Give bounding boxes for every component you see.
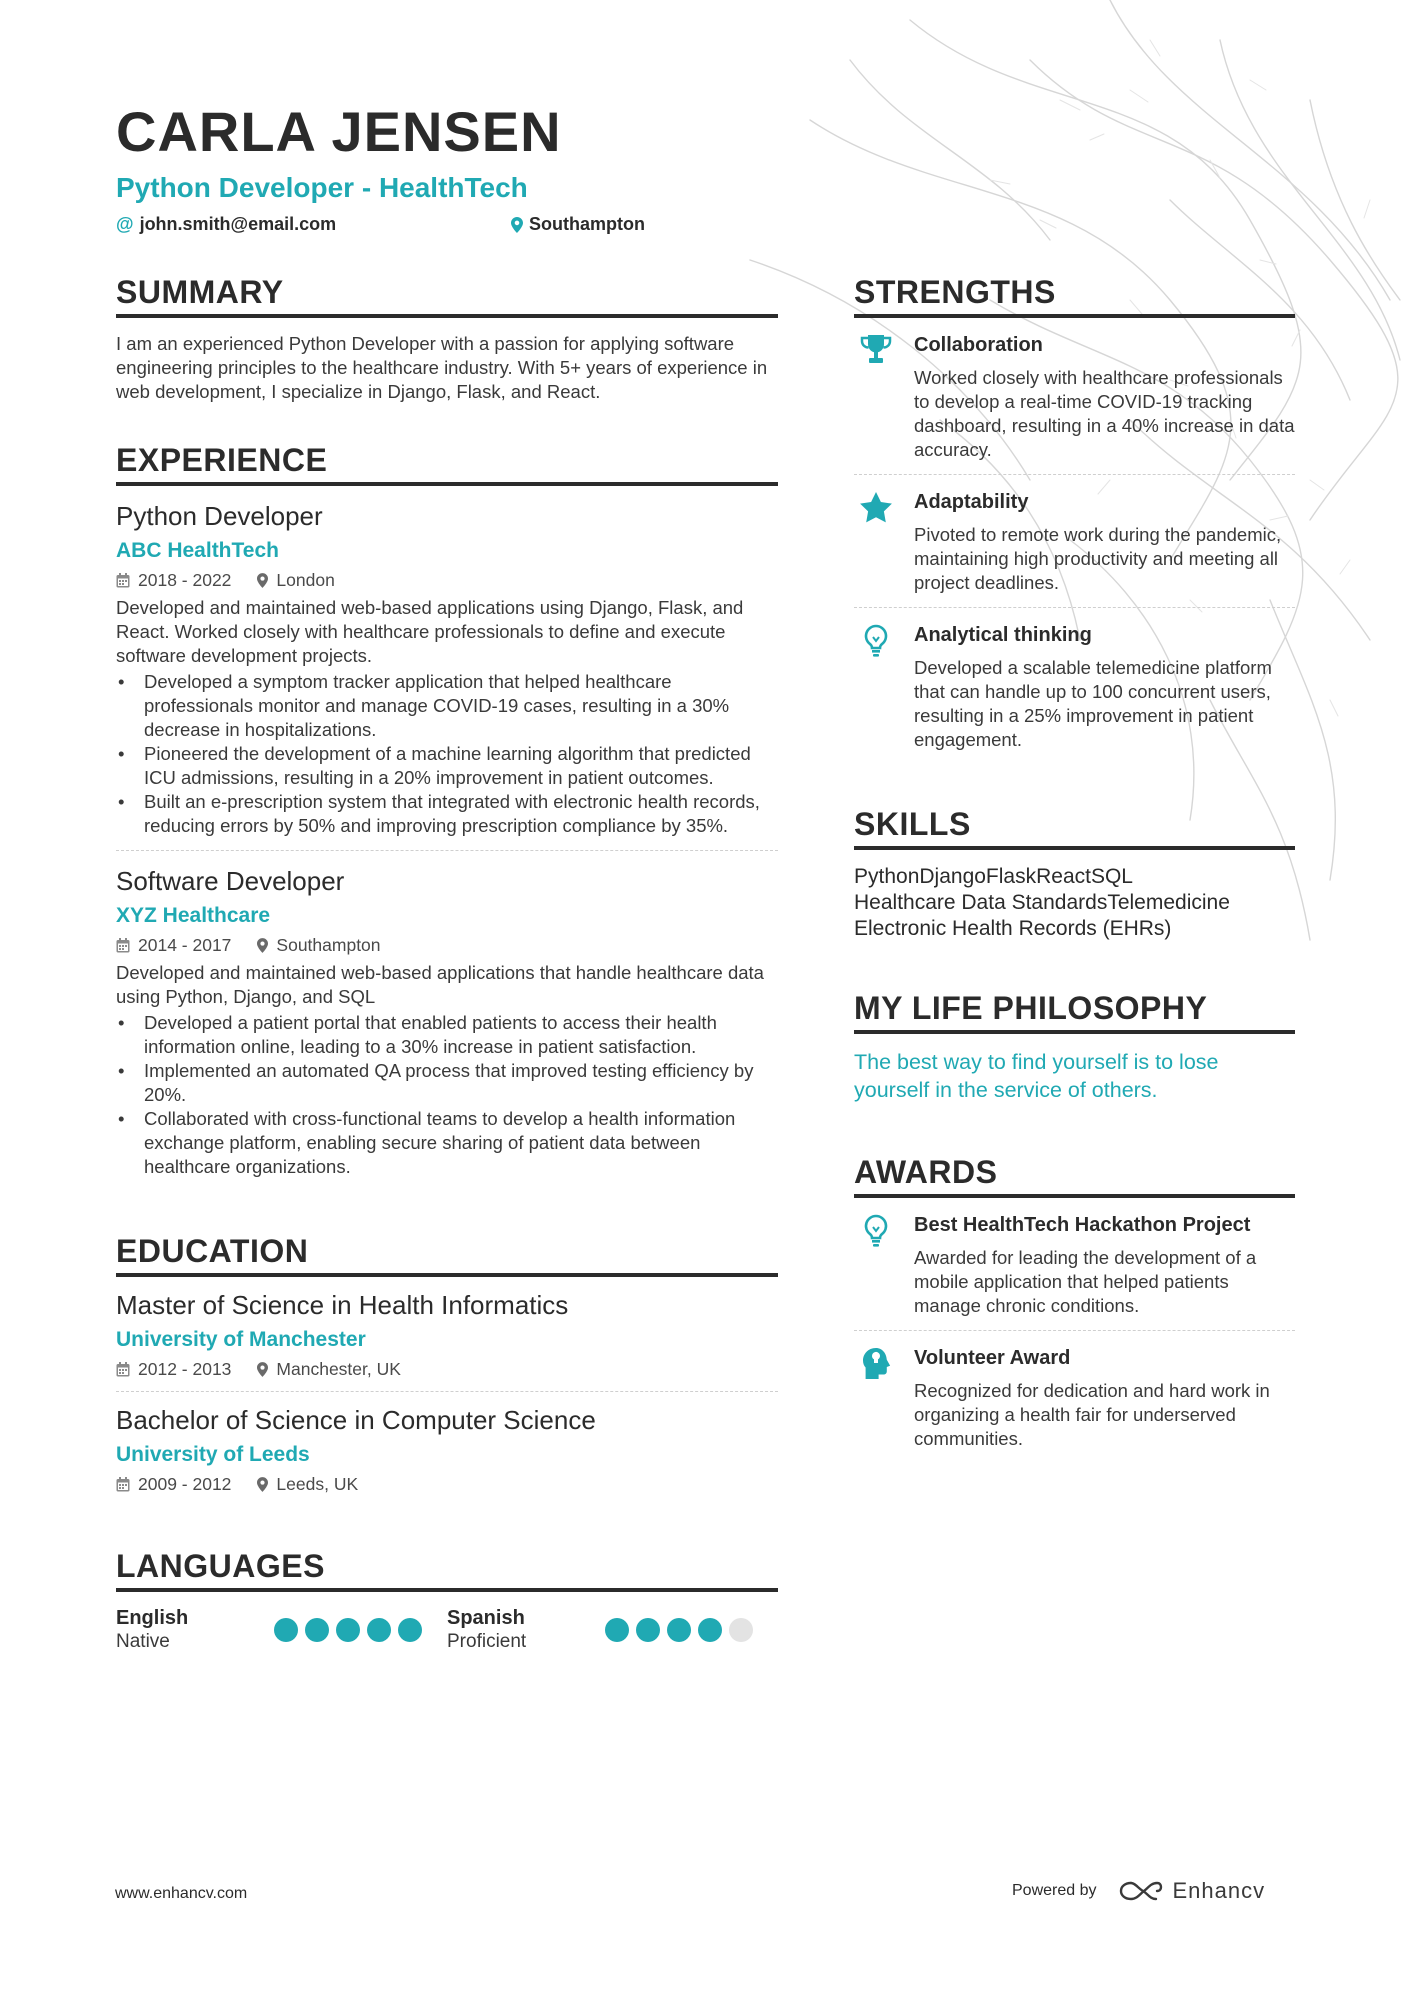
- awards-section: [854, 1152, 1295, 1463]
- email-text: john.smith@email.com: [139, 214, 337, 234]
- languages-list: [116, 1606, 778, 1654]
- school-name: University of Leeds: [116, 1443, 310, 1466]
- job-bullet: • Pioneered the development of a machine learning algorithm that predicted ICU admissions, resulting in a 20% improvement in patient outcomes.: [116, 742, 778, 790]
- language-name: Spanish: [447, 1607, 525, 1629]
- education-meta: [116, 1357, 778, 1381]
- contact-location: [511, 214, 645, 235]
- rating-dot-filled: [398, 1618, 422, 1642]
- language-rating: [274, 1618, 422, 1642]
- job-dates: 2014 - 2017: [138, 935, 232, 955]
- contact-info: [116, 214, 645, 235]
- language-item: [116, 1606, 447, 1654]
- footer-branding: [1012, 1878, 1265, 1904]
- education-dates: 2009 - 2012: [138, 1474, 232, 1494]
- calendar-icon: [116, 1477, 130, 1492]
- rating-dot-empty: [729, 1618, 753, 1642]
- rating-dot-filled: [698, 1618, 722, 1642]
- job-company: ABC HealthTech: [116, 539, 279, 562]
- award-description: Awarded for leading the development of a mobile application that helped patients manage chronic conditions.: [914, 1247, 1257, 1316]
- skills-section: [854, 804, 1295, 942]
- job-entry: [116, 851, 778, 1191]
- job-entry: [116, 486, 778, 851]
- school-name: University of Manchester: [116, 1328, 366, 1351]
- language-name: English: [116, 1607, 189, 1629]
- rating-dot-filled: [305, 1618, 329, 1642]
- strength-description: Developed a scalable telemedicine platform that can handle up to 100 concurrent users, resulting in a 25% improvement in patient engagement.: [914, 657, 1272, 750]
- rating-dot-filled: [667, 1618, 691, 1642]
- at-icon: @: [116, 214, 134, 234]
- skills-line: PythonDjangoFlaskReactSQL: [854, 865, 1133, 888]
- job-description: Developed and maintained web-based applications that handle healthcare data using Python, Django, and SQL: [116, 962, 764, 1007]
- strength-title: Adaptability: [914, 491, 1029, 513]
- experience-section: [116, 440, 778, 1191]
- location-pin-icon: [257, 1477, 268, 1492]
- job-description: Developed and maintained web-based applications using Django, Flask, and React. Worked closely with healthcare professionals to define and execute software development projects.: [116, 597, 744, 666]
- education-heading: EDUCATION: [116, 1231, 778, 1277]
- philosophy-section: [854, 988, 1295, 1104]
- job-bullet: • Developed a patient portal that enabled patients to access their health information online, leading to a 30% increase in patient satisfaction.: [116, 1011, 778, 1059]
- education-entry: [116, 1277, 778, 1392]
- strength-item: [854, 318, 1295, 475]
- job-title: Software Developer: [116, 866, 345, 896]
- awards-heading: AWARDS: [854, 1152, 1295, 1198]
- job-meta: [116, 933, 778, 957]
- location-pin-icon: [257, 938, 268, 953]
- strengths-heading: STRENGTHS: [854, 272, 1295, 318]
- summary-section: [116, 272, 778, 404]
- trophy-icon: [859, 334, 893, 364]
- left-column: [116, 272, 778, 1690]
- candidate-title: Python Developer - HealthTech: [116, 172, 528, 203]
- languages-heading: LANGUAGES: [116, 1546, 778, 1592]
- skills-line: Healthcare Data StandardsTelemedicine: [854, 891, 1230, 914]
- award-item: [854, 1198, 1295, 1331]
- location-pin-icon: [511, 217, 523, 233]
- summary-heading: SUMMARY: [116, 272, 778, 318]
- education-section: [116, 1231, 778, 1506]
- job-bullet: • Implemented an automated QA process that improved testing efficiency by 20%.: [116, 1059, 778, 1107]
- lightbulb-icon: [863, 624, 889, 658]
- lightbulb-icon: [863, 1214, 889, 1248]
- award-description: Recognized for dedication and hard work in organizing a health fair for underserved communities.: [914, 1380, 1270, 1449]
- brand-name: Enhancv: [1172, 1878, 1266, 1903]
- calendar-icon: [116, 938, 130, 953]
- job-bullet: • Built an e-prescription system that integrated with electronic health records, reducing errors by 50% and improving prescription compliance by 35%.: [116, 790, 778, 838]
- strength-item: [854, 608, 1295, 764]
- language-level: Native: [116, 1631, 170, 1652]
- language-rating: [605, 1618, 753, 1642]
- powered-by-text: Powered by: [1012, 1882, 1097, 1899]
- rating-dot-filled: [636, 1618, 660, 1642]
- language-level: Proficient: [447, 1631, 527, 1652]
- enhancv-logo-icon: [1117, 1879, 1163, 1903]
- job-bullet: • Collaborated with cross-functional teams to develop a health information exchange platform, enabling secure sharing of patient data between healthcare organizations.: [116, 1107, 778, 1179]
- enhancv-logo[interactable]: [1117, 1878, 1266, 1904]
- degree-title: Bachelor of Science in Computer Science: [116, 1405, 596, 1435]
- job-dates: 2018 - 2022: [138, 570, 232, 590]
- strength-description: Worked closely with healthcare professionals to develop a real-time COVID-19 tracking dashboard, resulting in a 40% increase in data accuracy.: [914, 367, 1295, 460]
- degree-title: Master of Science in Health Informatics: [116, 1290, 569, 1320]
- location-pin-icon: [257, 1362, 268, 1377]
- summary-text: I am an experienced Python Developer with a passion for applying software engineering principles to the healthcare industry. With 5+ years of experience in web development, I specialize in Django, Flask, and React.: [116, 333, 768, 402]
- candidate-name: CARLA JENSEN: [116, 100, 562, 163]
- job-meta: [116, 568, 778, 592]
- award-title: Best HealthTech Hackathon Project: [914, 1214, 1251, 1236]
- rating-dot-filled: [605, 1618, 629, 1642]
- star-icon: [859, 491, 893, 523]
- language-item: [447, 1606, 778, 1654]
- job-location: Southampton: [276, 935, 381, 955]
- location-text: Southampton: [529, 214, 645, 234]
- strength-description: Pivoted to remote work during the pandemic, maintaining high productivity and meeting all project deadlines.: [914, 524, 1282, 593]
- strength-title: Collaboration: [914, 334, 1043, 356]
- strength-title: Analytical thinking: [914, 624, 1092, 646]
- calendar-icon: [116, 573, 130, 588]
- right-column: [854, 272, 1295, 1499]
- philosophy-quote: The best way to find yourself is to lose yourself in the service of others.: [854, 1050, 1219, 1102]
- education-dates: 2012 - 2013: [138, 1359, 232, 1379]
- job-title: Python Developer: [116, 501, 323, 531]
- strength-item: [854, 475, 1295, 608]
- job-company: XYZ Healthcare: [116, 904, 271, 927]
- award-title: Volunteer Award: [914, 1347, 1071, 1369]
- education-location: Leeds, UK: [276, 1474, 359, 1494]
- languages-section: [116, 1546, 778, 1654]
- rating-dot-filled: [336, 1618, 360, 1642]
- education-entry: [116, 1392, 778, 1506]
- skills-list: [854, 864, 1295, 942]
- calendar-icon: [116, 1362, 130, 1377]
- resume-header: [116, 100, 645, 235]
- experience-heading: EXPERIENCE: [116, 440, 778, 486]
- strengths-section: [854, 272, 1295, 764]
- rating-dot-filled: [274, 1618, 298, 1642]
- education-meta: [116, 1472, 778, 1496]
- philosophy-heading: MY LIFE PHILOSOPHY: [854, 988, 1295, 1034]
- head-icon: [860, 1347, 892, 1381]
- job-bullet: • Developed a symptom tracker application that helped healthcare professionals monitor and manage COVID-19 cases, resulting in a 30% decrease in hospitalizations.: [116, 670, 778, 742]
- award-item: [854, 1331, 1295, 1463]
- skills-line: Electronic Health Records (EHRs): [854, 917, 1172, 940]
- rating-dot-filled: [367, 1618, 391, 1642]
- job-bullets: [116, 1011, 778, 1179]
- footer-website[interactable]: www.enhancv.com: [115, 1885, 248, 1902]
- job-location: London: [276, 570, 335, 590]
- skills-heading: SKILLS: [854, 804, 1295, 850]
- education-location: Manchester, UK: [276, 1359, 401, 1379]
- location-pin-icon: [257, 573, 268, 588]
- contact-email[interactable]: [116, 214, 511, 235]
- job-bullets: [116, 670, 778, 838]
